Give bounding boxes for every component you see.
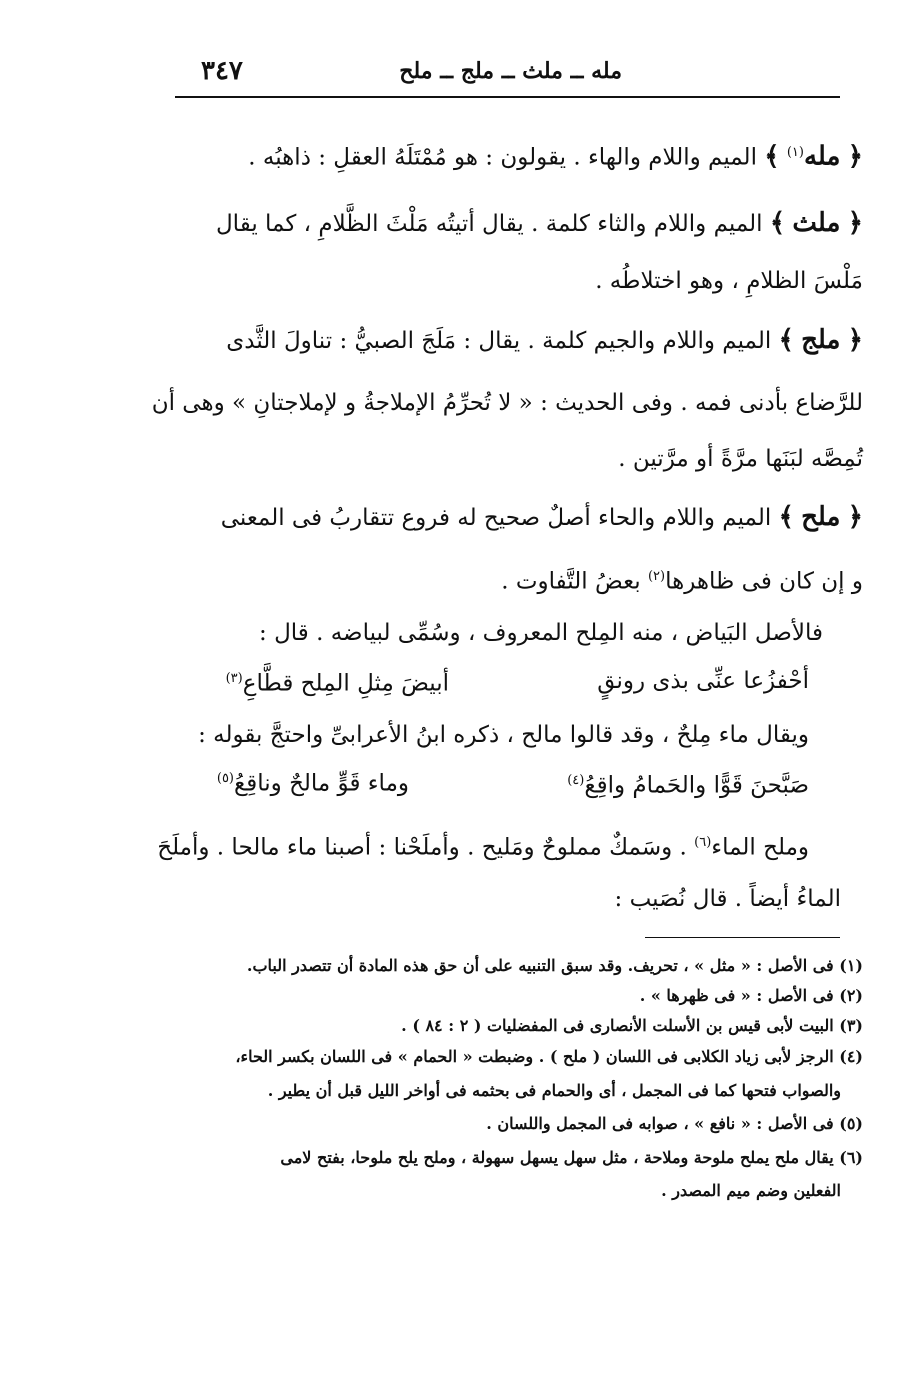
footnote-rule — [645, 937, 840, 938]
entry-text: الميم واللام والجيم كلمة . يقال : مَلَجَ الصبيُّ : تناولَ الثَّدى — [226, 328, 772, 354]
verse-2-first-hemistich — [567, 766, 809, 801]
entry-text: الميم واللام والثاء كلمة . يقال أتيتُه مَلْثَ الظَّلامِ ، كما يقال — [215, 211, 763, 237]
text-line: فالأصل البَياض ، منه المِلح المعروف ، وسُمِّى لبياضه . قال : — [259, 620, 823, 646]
hemistich-text: صَبَّحنَ قَوًّا والحَمامُ واقِعُ — [584, 772, 809, 799]
footnote-ref: (٦) — [694, 835, 712, 850]
entry-text: الميم واللام والهاء . يقولون : هو مُمْتَلَهُ العقلِ : ذاهبُه . — [248, 144, 757, 171]
footnote-ref: (٣) — [225, 671, 243, 686]
footnote-ref: (٥) — [216, 771, 234, 786]
hemistich-text: وماء قَوٍّ مالحٌ وناقِعُ — [234, 770, 409, 797]
page-number: ٣٤٧ — [201, 56, 243, 86]
text-line — [501, 562, 863, 597]
open-bracket-icon: ﴿ — [847, 208, 863, 238]
entry-maleh — [248, 138, 863, 173]
footnote-5: (٥) فى الأصل : « نافع » ، صوابه فى المجمل واللسان . — [486, 1114, 863, 1133]
open-bracket-icon: ﴿ — [847, 141, 863, 172]
entry-malah — [221, 502, 863, 533]
running-header — [175, 52, 840, 92]
headword: ملث — [792, 208, 841, 238]
hemistich-text: أبيضَ مِثلِ المِلح قطَّاعِ — [242, 670, 449, 697]
footnote-4: (٤) الرجز لأبى زياد الكلابى فى اللسان ( ملح ) . وضبطت « الحمام » فى اللسان بكسر الحاء، — [235, 1047, 863, 1066]
footnote-ref: (١) — [786, 145, 804, 160]
footnote-3: (٣) البيت لأبى قيس بن الأسلت الأنصارى فى المفضليات ( ٢ : ٨٤ ) . — [401, 1016, 863, 1035]
entry-malath — [216, 208, 863, 239]
text-line: مَلْسَ الظلامِ ، وهو اختلاطُه . — [595, 268, 863, 294]
text-segment: بعضُ التَّفاوت . — [501, 568, 641, 595]
close-bracket-icon: ﴾ — [769, 208, 786, 238]
text-line: الماءُ أيضاً . قال نُصَيب : — [614, 886, 841, 912]
text-line: تُمِصَّه لبَنَها مرَّةً أو مرَّتين . — [618, 446, 863, 472]
verse-1-first-hemistich: أحْفزُعا عنِّى بذى رونقٍ — [597, 668, 809, 694]
text-line: ويقال ماء مِلحٌ ، وقد قالوا مالح ، ذكره ابنُ الأعرابىِّ واحتجَّ بقوله : — [198, 722, 809, 748]
footnote-6-continued: الفعلين وضم ميم المصدر . — [661, 1181, 841, 1200]
footnote-1: (١) فى الأصل : « مثل » ، تحريف. وقد سبق التنبيه على أن حق هذه المادة أن تتصدر الباب. — [246, 956, 863, 975]
headword: ملج — [801, 325, 841, 355]
entry-text: الميم واللام والحاء أصلٌ صحيح له فروع تتقاربُ فى المعنى — [220, 505, 772, 531]
open-bracket-icon: ﴿ — [847, 325, 863, 355]
verse-1-second-hemistich — [226, 664, 449, 699]
close-bracket-icon: ﴾ — [778, 325, 794, 355]
open-bracket-icon: ﴿ — [847, 502, 863, 532]
verse-2-second-hemistich — [217, 764, 409, 799]
footnote-ref: (٤) — [567, 773, 585, 788]
footnote-4-continued: والصواب فتحها كما فى المجمل ، أى والحمام فى بحثمه فى أواخر الليل قبل أن يطير . — [267, 1081, 841, 1100]
close-bracket-icon: ﴾ — [778, 502, 794, 532]
page-header-title: مله ــ ملث ــ ملج ــ ملح — [399, 58, 622, 84]
close-bracket-icon: ﴾ — [764, 141, 780, 172]
footnote-2: (٢) فى الأصل : « فى ظهرها » . — [639, 986, 863, 1005]
text-line — [157, 828, 809, 863]
text-line: للرَّضاع بأدنى فمه . وفى الحديث : « لا تُحرِّمُ الإملاجةُ و لإملاجتانِ » وهى أن — [151, 390, 863, 416]
text-segment: وملح الماء — [711, 834, 809, 861]
footnote-ref: (٢) — [647, 569, 666, 584]
header-rule — [175, 96, 840, 98]
text-segment: و إن كان فى ظاهرها — [665, 568, 863, 595]
text-segment: . وسَمكٌ مملوحٌ ومَليح . وأملَحْنا : أصبنا ماء مالحا . وأملَحَ — [157, 834, 687, 861]
entry-malaj — [226, 325, 863, 356]
headword: ملح — [801, 502, 841, 532]
headword: مله — [803, 141, 841, 172]
footnote-6: (٦) يقال ملح يملح ملوحة وملاحة ، مثل سهل يسهل سهولة ، وملح يلح ملوحا، بفتح لامى — [280, 1148, 863, 1167]
